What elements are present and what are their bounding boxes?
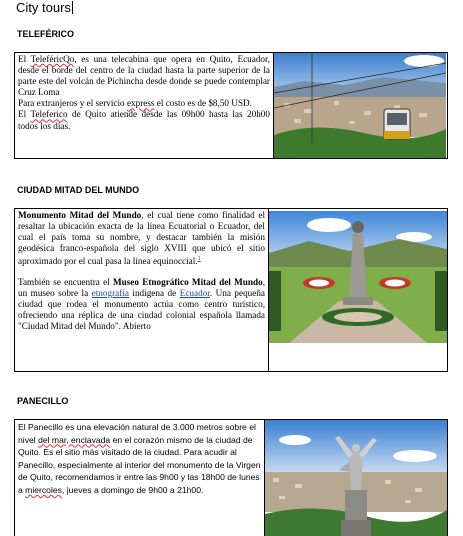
section-heading-teleferico: TELEFÉRICO (17, 29, 75, 39)
section-heading-mitad-del-mundo: CIUDAD MITAD DEL MUNDO (17, 185, 140, 195)
paragraph: Monumento Mitad del Mundo, el cual tiene como finalidad el resaltar la ubicación exacta de la línea Ecuatorial o Ecuador, del cual el país toma su nombre, y destacar también la misión geodésica franco-española del siglo XVIII que ubicó el sitio aproximado por el cual pasa la línea equinoccial.$^1$ (18, 210, 265, 267)
panecillo-photo (265, 420, 447, 536)
text-cell-teleferico (15, 53, 274, 158)
paragraph: El Panecillo es una elevación natural de 3.000 metros sobre el nivel del mar, enclavada en el corazón mismo de la ciudad de Quito. Es el sitio más visitado de la ciudad. Para acudir al Panecillo, especialmente al interior del monumento de la Virgen de Quito, recomendamos ir entre las 9h00 y las 18h00 de lunes a miercoles, jueves a domingo de 9h00 a 21h00. (18, 422, 261, 495)
monument-illustration (269, 211, 447, 343)
paragraph: También se encuentra el Museo Etnográfico Mitad del Mundo, un museo sobre la etnografía indígena de Ecuador. Una pequeña ciudad que rodea el monumento actúa como centro turístico, ofreciendo una réplica de una ciudad colonial española llamada "Ciudad Mitad del Mundo". Abierto (18, 276, 266, 331)
page-title: City tours (16, 0, 71, 15)
paragraph: El Teleferico de Quito atiende desde las 09h00 hasta las 20h00 todos los días. (18, 109, 270, 131)
ecuador-link[interactable]: Ecuador (179, 287, 210, 298)
table-panecillo (14, 419, 448, 536)
text-cell-mitad-del-mundo (15, 209, 269, 371)
paragraph: El TeleféricQo, es una telecabina que opera en Quito, Ecuador, desde el borde del centro de la ciudad hasta la parte superior de la parte este del volcán de Pichincha desde donde se puede contemplar Cruz Loma (18, 54, 270, 98)
teleferico-photo (274, 53, 447, 158)
table-teleferico (14, 52, 448, 159)
text-cursor (72, 1, 73, 14)
section-heading-panecillo: PANECILLO (17, 396, 69, 406)
table-mitad-del-mundo (14, 208, 448, 372)
virgin-statue-illustration (265, 420, 447, 536)
teleferico-illustration (274, 53, 446, 158)
text-cell-panecillo (15, 420, 265, 536)
mitad-del-mundo-photo (269, 209, 447, 371)
etnografia-link[interactable]: etnografía (91, 287, 129, 298)
paragraph: Para extranjeros y el servicio express el costo es de $8,50 USD. (18, 98, 252, 109)
